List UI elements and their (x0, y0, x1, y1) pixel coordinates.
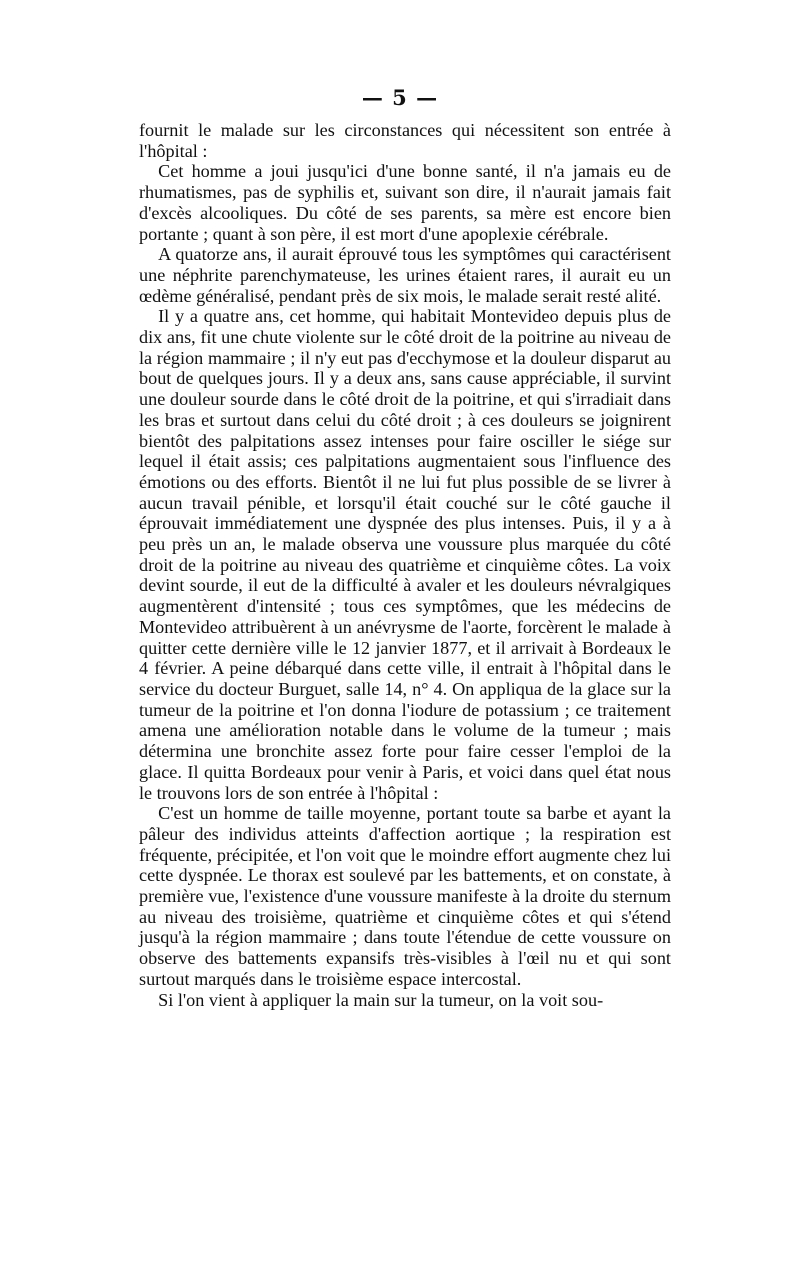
paragraph: fournit le malade sur les circonstances qui nécessitent son entrée à l'hôpital : (139, 120, 671, 161)
body-text (139, 120, 671, 1010)
paragraph: Si l'on vient à appliquer la main sur la tumeur, on la voit sou- (158, 989, 604, 1010)
page-number-header: — 5 — (361, 85, 439, 110)
paragraph: A quatorze ans, il aurait éprouvé tous les symptômes qui caractérisent une néphrite parenchymateuse, les urines étaient rares, il aurait eu un œdème généralisé, pendant près de six mois, le malade serait resté alité. (139, 244, 671, 306)
paragraph: Cet homme a joui jusqu'ici d'une bonne santé, il n'a jamais eu de rhumatismes, pas de syphilis et, suivant son dire, il n'aurait jamais fait d'excès alcooliques. Du côté de ses parents, sa mère est encore bien portante ; quant à son père, il est mort d'une apoplexie cérébrale. (139, 161, 671, 244)
paragraph: C'est un homme de taille moyenne, portant toute sa barbe et ayant la pâleur des individus atteints d'affection aortique ; la respiration est fréquente, précipitée, et l'on voit que le moindre effort augmente chez lui cette dyspnée. Le thorax est soulevé par les battements, et on constate, à première vue, l'existence d'une voussure manifeste à la droite du sternum au niveau des troisième, quatrième et cinquième côtes et qui s'étend jusqu'à la région mammaire ; dans toute l'étendue de cette voussure on observe des battements expansifs très-visibles à l'œil nu et qui sont surtout marqués dans le troisième espace intercostal. (139, 803, 671, 989)
paragraph: Il y a quatre ans, cet homme, qui habitait Montevideo depuis plus de dix ans, fit une chute violente sur le côté droit de la poitrine au niveau de la région mammaire ; il n'y eut pas d'ecchymose et la douleur disparut au bout de quelques jours. Il y a deux ans, sans cause appréciable, il survint une douleur sourde dans le côté droit de la poitrine, et qui s'irradiait dans les bras et surtout dans celui du côté droit ; à ces douleurs se joignirent bientôt des palpitations assez intenses pour faire osciller le siége sur lequel il était assis; ces palpitations augmentaient sous l'influence des émotions ou des efforts. Bientôt il ne lui fut plus possible de se livrer à aucun travail pénible, et lorsqu'il était couché sur le côté gauche il éprouvait immédiatement une dyspnée des plus intenses. Puis, il y a à peu près un an, le malade observa une voussure plus marquée du côté droit de la poitrine au niveau des quatrième et cinquième côtes. La voix devint sourde, il eut de la difficulté à avaler et les douleurs névralgiques augmentèrent d'intensité ; tous ces symptômes, que les médecins de Montevideo attribuèrent à un anévrysme de l'aorte, forcèrent le malade à quitter cette dernière ville le 12 janvier 1877, et il arrivait à Bordeaux le 4 février. A peine débarqué dans cette ville, il entrait à l'hôpital dans le service du docteur Burguet, salle 14, n° 4. On appliqua de la glace sur la tumeur de la poitrine et l'on donna l'iodure de potassium ; ce traitement amena une amélioration notable dans le volume de la tumeur ; mais détermina une bronchite assez forte pour faire cesser l'emploi de la glace. Il quitta Bordeaux pour venir à Paris, et voici dans quel état nous le trouvons lors de son entrée à l'hôpital : (139, 306, 671, 803)
